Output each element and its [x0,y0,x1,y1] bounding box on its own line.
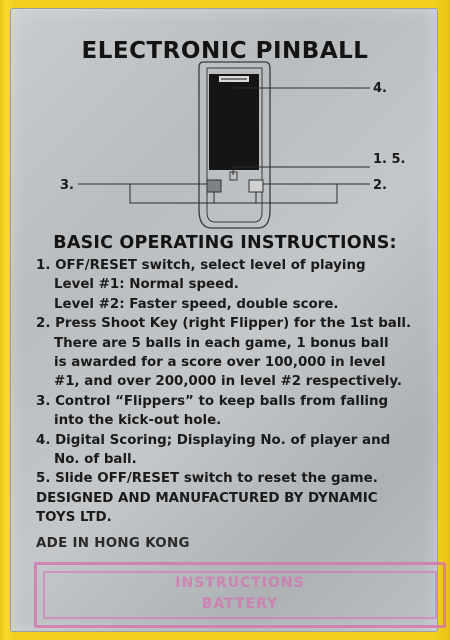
instruction-line: Level #2: Faster speed, double score. [54,296,339,312]
callout-2: 2. [373,178,387,193]
instruction-line: There are 5 balls in each game, 1 bonus ball [54,335,389,351]
instruction-line: 2. Press Shoot Key (right Flipper) for the 1st ball. [36,316,412,332]
flipper-bracket [130,184,337,203]
made-in-label: ADE IN HONG KONG [36,536,190,551]
instruction-line: 1. OFF/RESET switch, select level of playing [36,258,366,273]
callout-3: 3. [60,178,74,193]
callout-1-5: 1. 5. [373,152,406,167]
instruction-line: into the kick-out hole. [54,413,222,429]
product-title: ELECTRONIC PINBALL [81,38,369,64]
instruction-line: Level #1: Normal speed. [54,277,239,293]
instructions-list [36,256,441,528]
right-flipper-button [249,180,263,192]
manufacturer-line: DESIGNED AND MANUFACTURED BY DYNAMIC [36,490,378,506]
instructions-heading: BASIC OPERATING INSTRUCTIONS: [53,233,397,253]
instruction-line: 3. Control “Flippers” to keep balls from falling [36,393,389,409]
instruction-line: is awarded for a score over 100,000 in level [54,355,386,371]
left-flipper-button [207,180,221,192]
stamp-line-1: INSTRUCTIONS [175,575,305,591]
instruction-line: No. of ball. [54,452,137,468]
instruction-line: #1, and over 200,000 in level #2 respectively. [54,374,402,390]
instruction-line: 4. Digital Scoring; Displaying No. of player and [36,432,391,448]
instruction-line: 5. Slide OFF/RESET switch to reset the game. [36,471,378,487]
pink-stamp [34,562,446,628]
manufacturer-line: TOYS LTD. [36,510,112,526]
callout-4: 4. [373,81,387,96]
stamp-line-2: BATTERY [201,596,279,612]
